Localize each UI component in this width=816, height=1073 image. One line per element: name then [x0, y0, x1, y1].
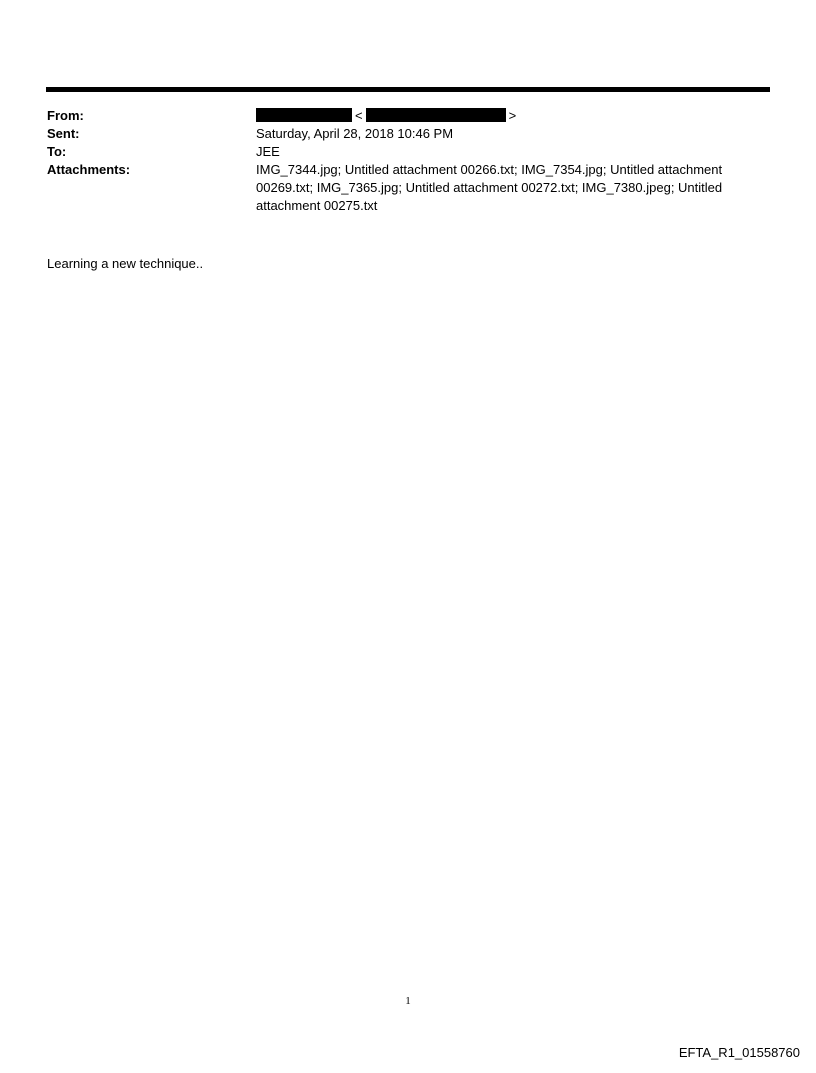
to-label: To: — [47, 144, 67, 159]
email-close-bracket: > — [508, 108, 517, 123]
attachments-label: Attachments: — [47, 162, 131, 177]
from-label: From: — [47, 108, 84, 123]
sent-row — [47, 125, 767, 143]
from-value — [256, 107, 767, 125]
attachments-value: IMG_7344.jpg; Untitled attachment 00266.txt; IMG_7354.jpg; Untitled attachment 00269.txt; IMG_7365.jpg; Untitled attachment 00272.txt; IMG_7380.jpeg; Untitled attachment 00275.txt — [256, 162, 723, 213]
email-header — [47, 107, 767, 215]
from-row — [47, 107, 767, 125]
redacted-sender-name — [256, 108, 352, 122]
message-body: Learning a new technique.. — [47, 256, 204, 271]
email-open-bracket: < — [355, 108, 363, 123]
attachments-row — [47, 161, 767, 215]
bates-number: EFTA_R1_01558760 — [678, 1045, 800, 1060]
redacted-sender-email — [366, 108, 506, 122]
header-divider — [46, 87, 770, 92]
sent-value: Saturday, April 28, 2018 10:46 PM — [256, 126, 454, 141]
to-row — [47, 143, 767, 161]
page-number: 1 — [405, 995, 411, 1007]
sent-label: Sent: — [47, 126, 80, 141]
to-value: JEE — [256, 144, 280, 159]
